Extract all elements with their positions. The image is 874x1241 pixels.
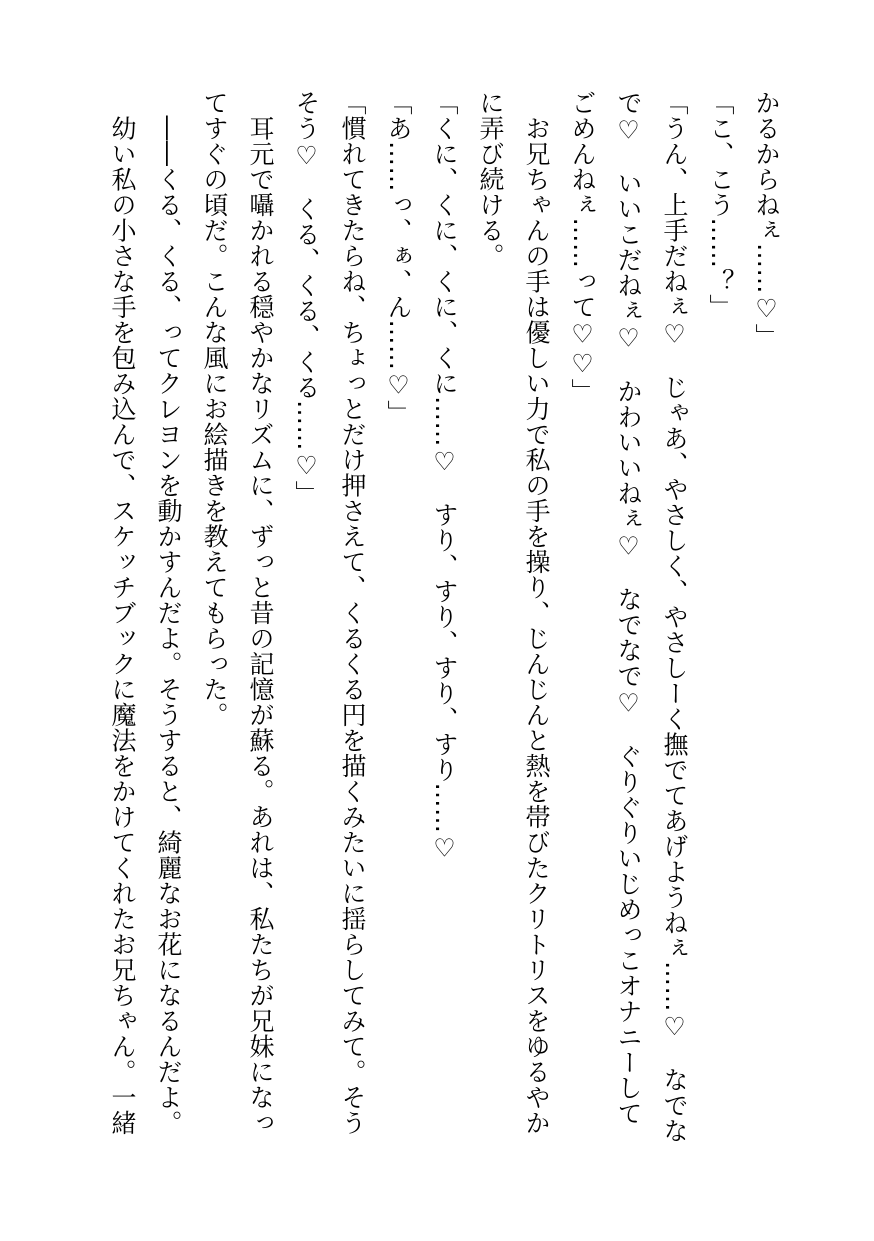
- text-line: 「慣れてきたらね、ちょっとだけ押さえて、くるくる円を描くみたいに揺らしてみて。そう: [338, 90, 367, 1136]
- text-line: 「くに、くに、くに、くに……♡ すり、すり、すり、すり……♡: [430, 90, 459, 863]
- text-line: てすぐの頃だ。こんな風にお絵描きを教えてもらった。: [200, 90, 229, 728]
- text-line: 「うん、上手だねぇ♡ じゃあ、やさしく、やさしーく撫でてあげようねぇ……♡ なでな: [660, 90, 689, 1144]
- text-line: そう♡ くる、くる、くる……♡」: [292, 90, 321, 506]
- text-line: ――くる、くる、ってクレヨンを動かすんだよ。そうすると、綺麗なお花になるんだよ。: [154, 90, 183, 1136]
- text-line: に弄び続ける。: [476, 90, 505, 269]
- text-line: お兄ちゃんの手は優しい力で私の手を操り、じんじんと熱を帯びたクリトリスをゆるやか: [522, 90, 551, 1136]
- text-line: 「あ……っ、ぁ、ん……♡」: [384, 90, 413, 426]
- text-line: ごめんねぇ……って♡♡」: [568, 90, 597, 404]
- text-line: 幼い私の小さな手を包み込んで、スケッチブックに魔法をかけてくれたお兄ちゃん。一緒: [108, 90, 137, 1136]
- text-line: 耳元で囁かれる穏やかなリズムに、ずっと昔の記憶が蘇る。あれは、私たちが兄妹になっ: [246, 90, 275, 1136]
- text-line: 「こ、こう……？」: [706, 90, 735, 320]
- vertical-text-body: [99, 90, 789, 1170]
- text-line: かるからねぇ……♡」: [752, 90, 781, 349]
- text-line: で♡ いいこだねぇ♡ かわいいねぇ♡ なでなで♡ ぐりぐりいじめっこオナニーして: [614, 90, 643, 1126]
